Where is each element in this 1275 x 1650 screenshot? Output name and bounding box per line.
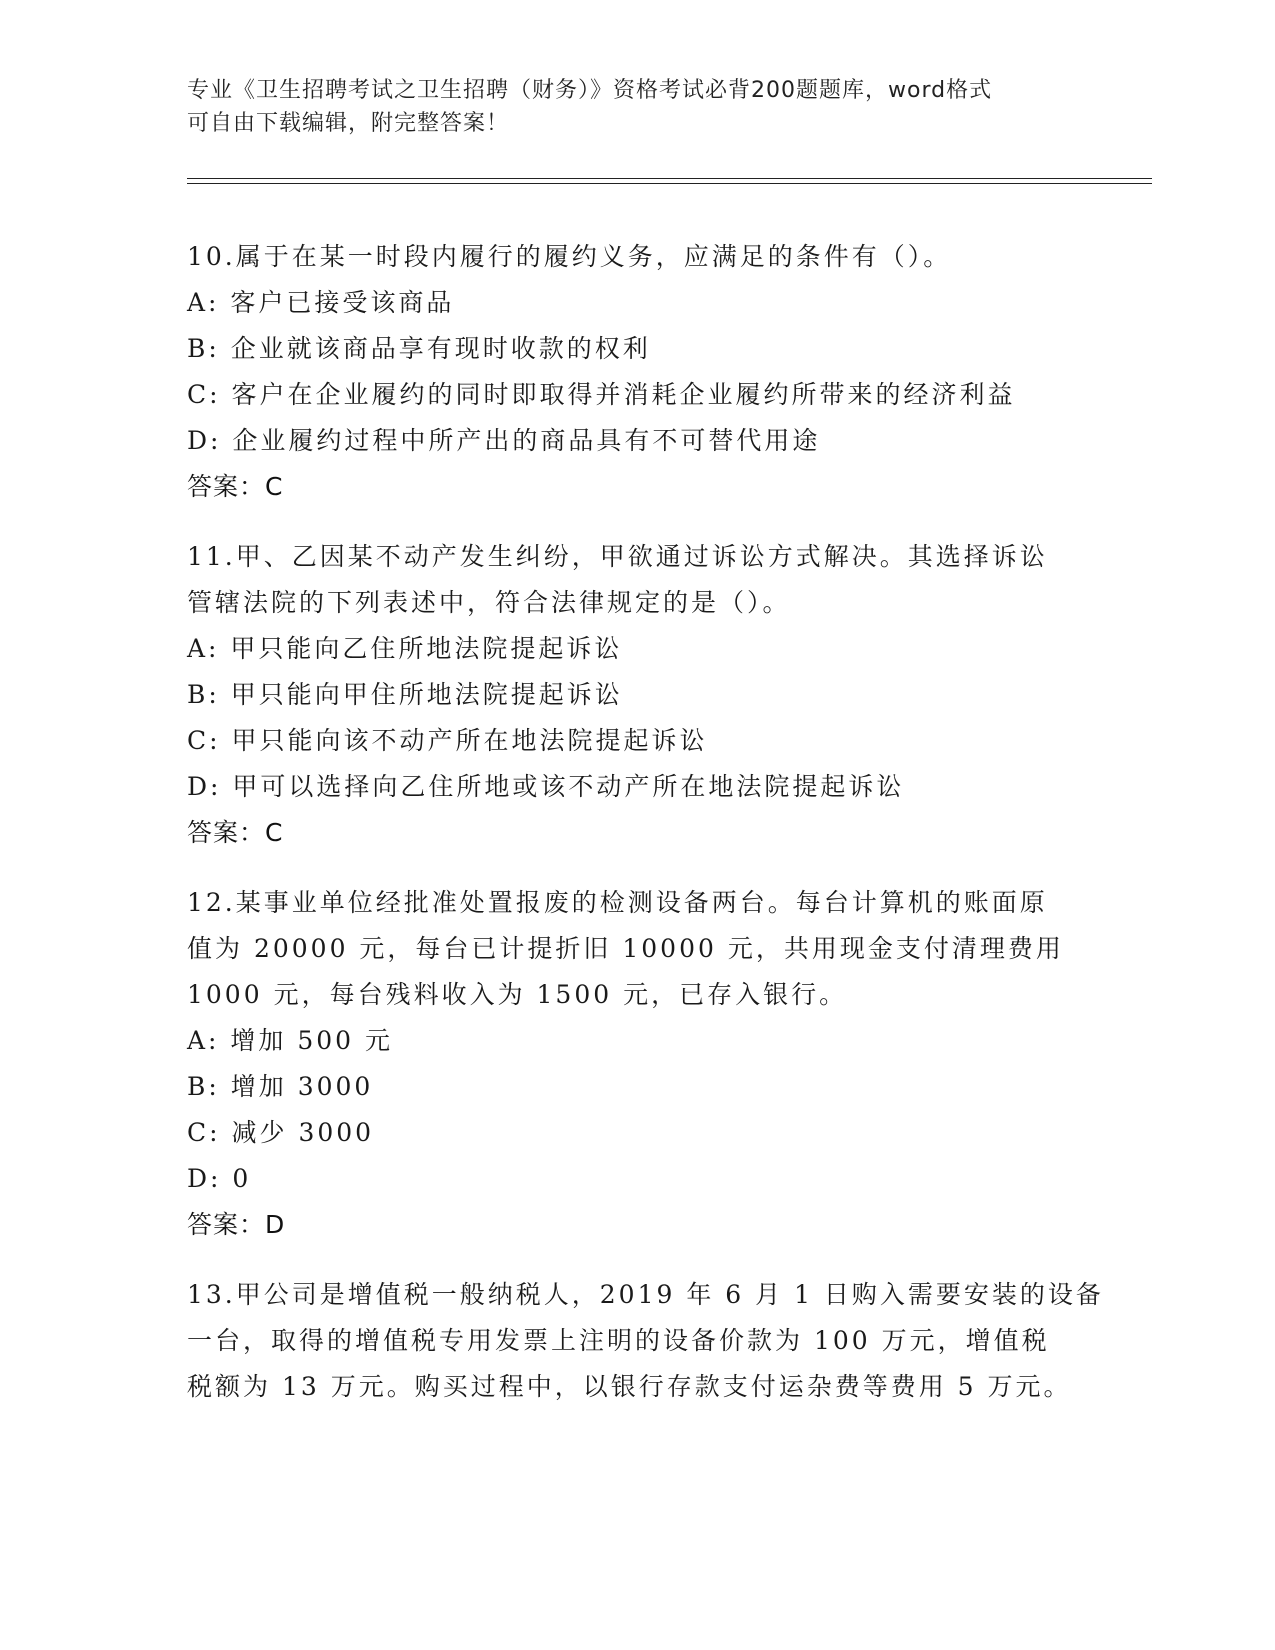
option-a: A: 客户已接受该商品 <box>187 288 455 317</box>
option-b: B: 企业就该商品享有现时收款的权利 <box>187 334 651 363</box>
answer-label: 答案：C <box>187 472 284 501</box>
option-b: B: 甲只能向甲住所地法院提起诉讼 <box>187 680 623 709</box>
answer-label: 答案：C <box>187 818 284 847</box>
question-stem: 10.属于在某一时段内履行的履约义务，应满足的条件有（）。 <box>187 242 952 271</box>
option-c: C: 减少 3000 <box>187 1118 375 1147</box>
question-10 <box>187 234 1087 510</box>
header-line-1: 专业《卫生招聘考试之卫生招聘（财务）》资格考试必背200题题库，word格式 <box>187 78 993 103</box>
option-a: A: 甲只能向乙住所地法院提起诉讼 <box>187 634 623 663</box>
option-d: D: 甲可以选择向乙住所地或该不动产所在地法院提起诉讼 <box>187 772 905 801</box>
question-stem: 12.某事业单位经批准处置报废的检测设备两台。每台计算机的账面原 <box>187 888 1048 917</box>
option-c: C: 客户在企业履约的同时即取得并消耗企业履约所带来的经济利益 <box>187 380 1016 409</box>
question-12 <box>187 880 1087 1248</box>
question-stem: 1000 元，每台残料收入为 1500 元，已存入银行。 <box>187 980 848 1009</box>
question-stem: 值为 20000 元，每台已计提折旧 10000 元，共用现金支付清理费用 <box>187 934 1064 963</box>
header-rule-bottom <box>187 183 1152 184</box>
question-stem: 税额为 13 万元。购买过程中，以银行存款支付运杂费等费用 5 万元。 <box>187 1372 1072 1401</box>
question-13 <box>187 1272 1104 1410</box>
question-11 <box>187 534 1087 856</box>
option-a: A: 增加 500 元 <box>187 1026 394 1055</box>
question-stem: 11.甲、乙因某不动产发生纠纷，甲欲通过诉讼方式解决。其选择诉讼 <box>187 542 1048 571</box>
answer-label: 答案：D <box>187 1210 286 1239</box>
question-list <box>187 234 1104 1434</box>
option-c: C: 甲只能向该不动产所在地法院提起诉讼 <box>187 726 708 755</box>
option-d: D: 企业履约过程中所产出的商品具有不可替代用途 <box>187 426 821 455</box>
option-d: D: 0 <box>187 1164 252 1193</box>
header-line-2: 可自由下载编辑，附完整答案！ <box>187 111 510 136</box>
question-stem: 管辖法院的下列表述中，符合法律规定的是（）。 <box>187 588 791 617</box>
header-rule-top <box>187 178 1152 179</box>
question-stem: 13.甲公司是增值税一般纳税人，2019 年 6 月 1 日购入需要安装的设备 <box>187 1280 1104 1309</box>
option-b: B: 增加 3000 <box>187 1072 374 1101</box>
document-header <box>187 74 1087 140</box>
question-stem: 一台，取得的增值税专用发票上注明的设备价款为 100 万元，增值税 <box>187 1326 1050 1355</box>
